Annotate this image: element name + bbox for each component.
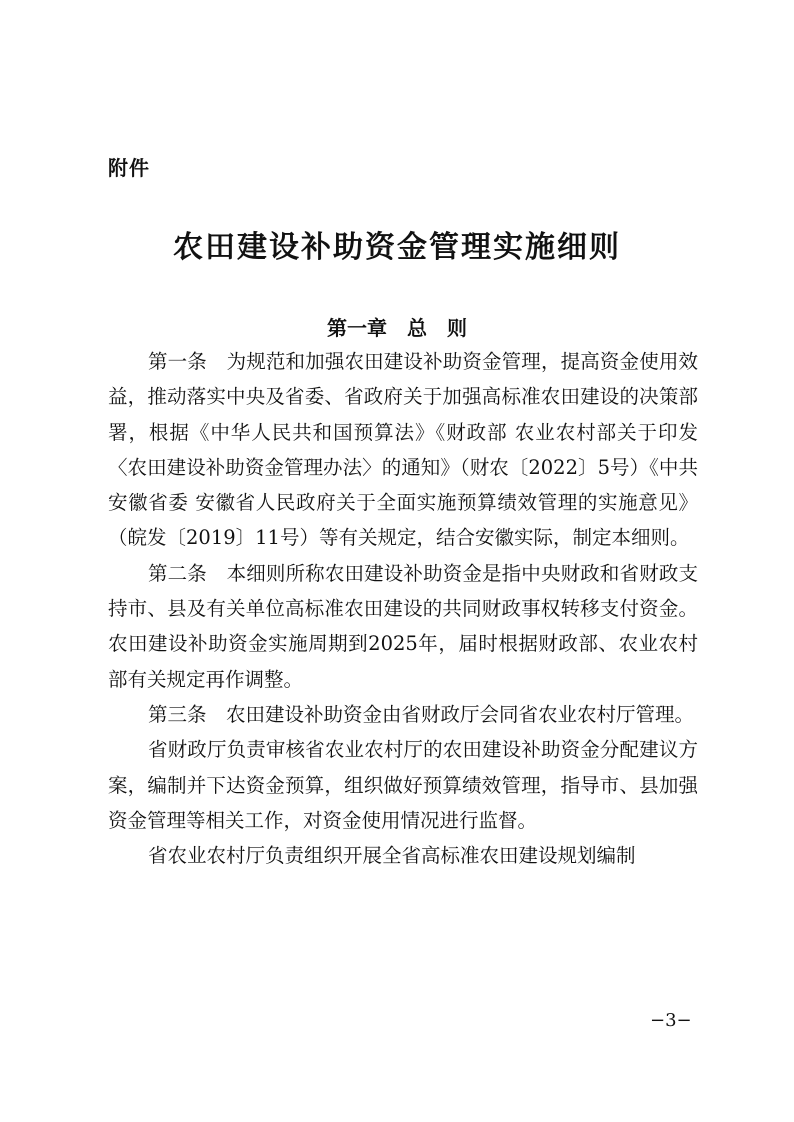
- article-3-paragraph: 第三条 农田建设补助资金由省财政厅会同省农业农村厅管理。: [148, 702, 695, 726]
- chapter-heading: 第一章 总 则: [327, 316, 467, 340]
- article-1-paragraph: 第一条 为规范和加强农田建设补助资金管理，提高资金使用效益，推动落实中央及省委、省政府关于加强高标准农田建设的决策部署，根据《中华人民共和国预算法》《财政部 农业农村部关于印发〈农田建设补助资金管理办法〉的通知》（财农〔2022〕5号）《中共安徽省委 安徽省人民政府关于全面实施预算绩效管理的实施意见》（皖发〔2019〕11号）等有关规定，结合安徽实际，制定本细则。: [108, 350, 698, 550]
- article-2-paragraph: 第二条 本细则所称农田建设补助资金是指中央财政和省财政支持市、县及有关单位高标准农田建设的共同财政事权转移支付资金。农田建设补助资金实施周期到2025年，届时根据财政部、农业农村部有关规定再作调整。: [108, 561, 698, 691]
- agriculture-dept-duties-paragraph: 省农业农村厅负责组织开展全省高标准农田建设规划编制: [148, 844, 636, 868]
- attachment-label: 附件: [108, 156, 150, 180]
- page-number: −3−: [650, 1010, 692, 1031]
- finance-dept-duties-paragraph: 省财政厅负责审核省农业农村厅的农田建设补助资金分配建议方案，编制并下达资金预算，组织做好预算绩效管理，指导市、县加强资金管理等相关工作，对资金使用情况进行监督。: [108, 738, 698, 832]
- document-title: 农田建设补助资金管理实施细则: [173, 230, 621, 265]
- document-body: [108, 344, 698, 873]
